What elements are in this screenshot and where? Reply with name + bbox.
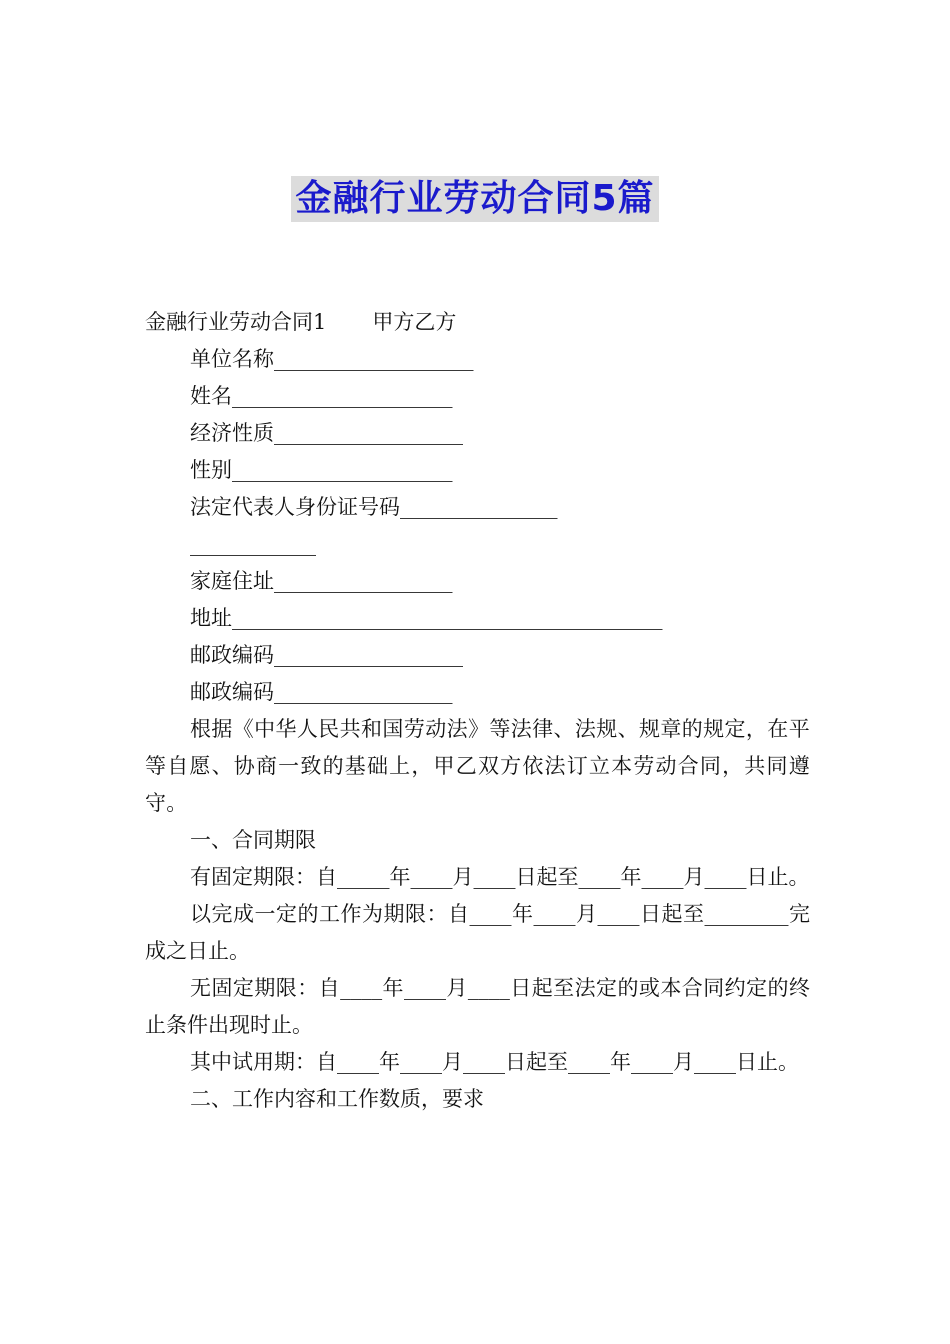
- field-postal-code-2: [145, 674, 810, 711]
- document-body: [145, 304, 810, 1118]
- field-blank: _________________: [274, 680, 453, 704]
- open-term-paragraph: 无固定期限：自____年____月____日起至法定的或本合同约定的终止条件出现时止。: [145, 976, 810, 1037]
- field-blank: _________________________________________: [232, 606, 663, 630]
- field-blank: _____________________: [232, 384, 453, 408]
- field-blank: __________________: [274, 643, 463, 667]
- field-id-continuation: [145, 526, 810, 563]
- field-label: 单位名称: [190, 347, 274, 371]
- field-home-address: [145, 563, 810, 600]
- field-blank: ____________: [190, 532, 316, 556]
- field-name: [145, 378, 810, 415]
- field-label: 经济性质: [190, 421, 274, 445]
- document-title: 金融行业劳动合同5篇: [291, 176, 658, 222]
- field-label: 性别: [190, 458, 232, 482]
- section-heading: 金融行业劳动合同1: [145, 310, 327, 334]
- term-heading: 一、合同期限: [190, 828, 316, 852]
- field-postal-code-1: [145, 637, 810, 674]
- parties-label: 甲方乙方: [372, 310, 457, 334]
- field-gender: [145, 452, 810, 489]
- field-legal-rep-id: [145, 489, 810, 526]
- title-block: [0, 176, 950, 222]
- field-label: 姓名: [190, 384, 232, 408]
- fixed-term-paragraph: 有固定期限：自_____年____月____日起至____年____月____日止。: [190, 865, 810, 889]
- field-label: 邮政编码: [190, 680, 274, 704]
- field-label: 家庭住址: [190, 569, 274, 593]
- work-heading: 二、工作内容和工作数质，要求: [190, 1087, 484, 1111]
- field-label: 邮政编码: [190, 643, 274, 667]
- field-blank: _____________________: [232, 458, 453, 482]
- field-label: 法定代表人身份证号码: [190, 495, 400, 519]
- field-unit-name: [145, 341, 810, 378]
- section-heading-line: [145, 304, 810, 341]
- field-blank: _________________: [274, 569, 453, 593]
- intro-paragraph: 根据《中华人民共和国劳动法》等法律、法规、规章的规定，在平等自愿、协商一致的基础上，甲乙双方依法订立本劳动合同，共同遵守。: [145, 717, 810, 815]
- field-blank: __________________: [274, 421, 463, 445]
- task-term-paragraph: 以完成一定的工作为期限：自____年____月____日起至________完成之日止。: [145, 902, 810, 963]
- field-blank: _______________: [400, 495, 558, 519]
- field-economic-nature: [145, 415, 810, 452]
- probation-paragraph: 其中试用期：自____年____月____日起至____年____月____日止。: [190, 1050, 799, 1074]
- field-label: 地址: [190, 606, 232, 630]
- field-blank: ___________________: [274, 347, 474, 371]
- field-address: [145, 600, 810, 637]
